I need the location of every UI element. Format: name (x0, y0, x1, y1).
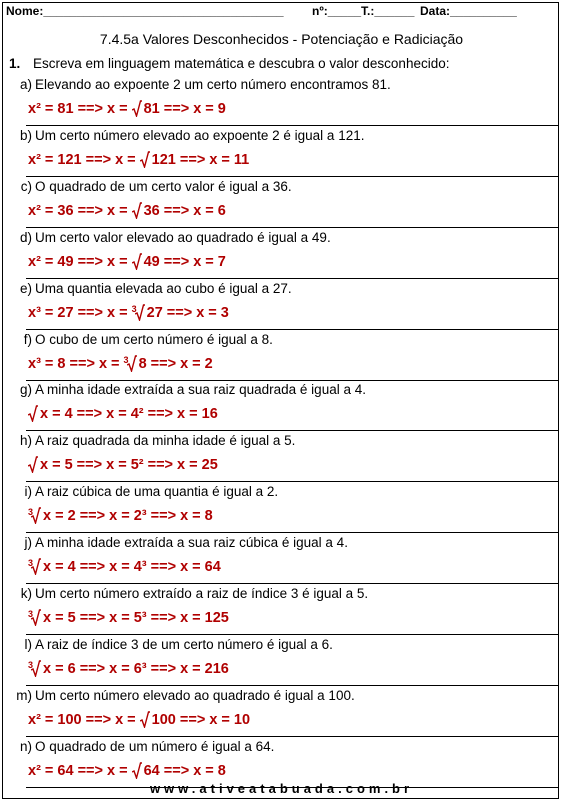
exercise-question-text: A minha idade extraída a sua raiz quadrada é igual a 4. (35, 382, 366, 398)
exercise-item (0, 179, 563, 230)
radical-sign-icon (140, 711, 150, 727)
answer-line (26, 685, 559, 686)
radical-sign-icon (127, 355, 137, 371)
answer-part-1: x³ = 27 ==> x = (28, 304, 132, 321)
exercise-item (0, 281, 563, 332)
exercise-question-text: Um certo número elevado ao expoente 2 é igual a 121. (35, 127, 365, 143)
number-field[interactable]: nº:_____ (312, 4, 362, 18)
exercise-label: h) (19, 433, 32, 449)
exercise-label: b) (19, 127, 32, 143)
exercise-item (0, 535, 563, 586)
exercise-answer (28, 100, 226, 117)
exercise-question-text: A raiz quadrada da minha idade é igual a 5. (35, 433, 296, 449)
answer-line (26, 125, 559, 126)
exercise-question (10, 739, 274, 754)
exercise-question-text: O quadrado de um certo valor é igual a 36. (35, 178, 292, 194)
exercise-question (10, 535, 348, 550)
answer-line (26, 329, 559, 330)
exercise-answer (28, 355, 213, 372)
answer-part-2: 81 ==> x = 9 (143, 101, 226, 117)
root-index: 3 (28, 659, 34, 670)
exercise-answer (28, 762, 226, 779)
exercise-question (10, 484, 278, 499)
answer-part-2: x = 4 ==> x = 4² ==> x = 16 (40, 406, 218, 423)
exercise-question (10, 281, 292, 296)
answer-part-2: x = 5 ==> x = 5² ==> x = 25 (40, 457, 218, 474)
exercise-item (0, 230, 563, 281)
exercise-item (0, 688, 563, 739)
exercise-question-text: Um certo número elevado ao quadrado é igual a 100. (35, 687, 355, 703)
exercise-question-text: O cubo de um certo número é igual a 8. (35, 331, 273, 347)
radical-sign-icon (135, 304, 145, 320)
answer-part-2: x = 5 ==> x = 5³ ==> x = 125 (43, 610, 229, 626)
answer-line (26, 227, 559, 228)
exercise-question-text: Uma quantia elevada ao cubo é igual a 27. (35, 280, 292, 296)
answer-part-1: x² = 121 ==> x = (28, 151, 140, 168)
answer-part-1: x² = 36 ==> x = (28, 202, 132, 219)
exercise-label: n) (19, 738, 32, 754)
answer-part-2: 49 ==> x = 7 (143, 253, 226, 270)
exercise-question (10, 688, 355, 703)
answer-part-2: 36 ==> x = 6 (143, 202, 226, 219)
radical-sign-icon (132, 100, 142, 116)
exercise-question-text: Um certo valor elevado ao quadrado é igual a 49. (35, 229, 331, 245)
answer-part-1: x² = 49 ==> x = (28, 253, 132, 270)
root-index: 3 (28, 609, 34, 619)
answer-line (26, 583, 559, 584)
exercise-answer (28, 711, 250, 728)
answer-part-1: x² = 64 ==> x = (28, 762, 132, 779)
instruction-text: Escreva em linguagem matemática e descubra o valor desconhecido: (33, 56, 450, 71)
answer-part-2: x = 4 ==> x = 4³ ==> x = 64 (43, 559, 221, 576)
radical-sign-icon (31, 609, 41, 625)
exercise-item (0, 484, 563, 535)
exercise-label: g) (19, 382, 32, 398)
answer-part-2: 100 ==> x = 10 (151, 711, 251, 728)
exercise-item (0, 433, 563, 484)
exercise-question (10, 230, 331, 245)
exercise-answer (28, 660, 229, 677)
radical-sign-icon (28, 405, 38, 421)
exercise-label: c) (20, 178, 32, 194)
date-field[interactable]: Data:__________ (420, 4, 517, 18)
root-index: 3 (131, 303, 137, 314)
exercise-label: m) (16, 687, 32, 703)
exercise-answer (28, 151, 249, 168)
exercise-label: i) (24, 484, 32, 500)
exercise-item (0, 128, 563, 179)
answer-part-2: x = 2 ==> x = 2³ ==> x = 8 (43, 508, 213, 525)
exercise-label: k) (20, 586, 32, 601)
answer-line (26, 532, 559, 533)
exercise-question-text: Um certo número extraído a raiz de índice 3 é igual a 5. (35, 586, 369, 601)
exercise-label: a) (19, 77, 32, 92)
radical-sign-icon (28, 456, 38, 472)
root-index: 3 (28, 507, 34, 518)
answer-part-1: x² = 100 ==> x = (28, 711, 140, 728)
exercise-label: d) (19, 229, 32, 245)
answer-line (26, 430, 559, 431)
exercise-answer (28, 507, 213, 524)
exercise-question (10, 433, 295, 448)
answer-line (26, 278, 559, 279)
exercise-question-text: A raiz cúbica de uma quantia é igual a 2. (35, 484, 279, 500)
exercise-question-text: O quadrado de um número é igual a 64. (35, 738, 275, 754)
radical-sign-icon (31, 660, 41, 676)
root-index: 3 (123, 354, 129, 365)
instruction-number: 1. (9, 56, 21, 71)
exercise-label: j) (24, 535, 32, 551)
exercise-question (10, 77, 391, 92)
exercise-answer (28, 456, 218, 473)
answer-line (26, 736, 559, 737)
exercise-question-text: A raiz de índice 3 de um certo número é igual a 6. (35, 636, 333, 652)
exercise-question-text: A minha idade extraída a sua raiz cúbica é igual a 4. (35, 535, 348, 551)
exercise-question (10, 637, 333, 652)
exercise-question-text: Elevando ao expoente 2 um certo número encontramos 81. (35, 77, 391, 92)
exercise-question (10, 332, 273, 347)
exercise-item (0, 77, 563, 128)
answer-part-1: x² = 81 ==> x = (28, 101, 132, 117)
exercise-question (10, 128, 364, 143)
root-index: 3 (28, 558, 34, 569)
radical-sign-icon (132, 253, 142, 269)
worksheet-title: 7.4.5a Valores Desconhecidos - Potenciação e Radiciação (99, 31, 464, 47)
radical-sign-icon (140, 151, 150, 167)
exercise-label: l) (24, 636, 32, 652)
answer-line (26, 380, 559, 381)
exercise-answer (28, 202, 226, 219)
exercise-question (10, 586, 368, 601)
class-field[interactable]: T.:______ (361, 4, 415, 18)
exercise-label: e) (19, 280, 32, 296)
answer-part-2: 8 ==> x = 2 (138, 355, 213, 372)
radical-sign-icon (31, 507, 41, 523)
radical-sign-icon (132, 202, 142, 218)
exercise-label: f) (23, 331, 32, 347)
radical-sign-icon (31, 558, 41, 574)
footer-website: www.ativeatabuada.com.br (149, 781, 414, 796)
answer-part-1: x³ = 8 ==> x = (28, 355, 124, 372)
exercise-question (10, 382, 366, 397)
answer-part-2: x = 6 ==> x = 6³ ==> x = 216 (43, 660, 229, 677)
exercise-item (0, 332, 563, 383)
exercise-item (0, 382, 563, 433)
answer-line (26, 481, 559, 482)
answer-part-2: 121 ==> x = 11 (151, 151, 250, 168)
exercise-item (0, 637, 563, 688)
exercise-item (0, 586, 563, 637)
exercise-answer (28, 405, 218, 422)
exercise-answer (28, 253, 226, 270)
exercise-answer (28, 609, 229, 626)
answer-line (26, 634, 559, 635)
exercise-answer (28, 304, 229, 321)
exercise-question (10, 179, 292, 194)
exercise-answer (28, 558, 221, 575)
answer-part-2: 64 ==> x = 8 (143, 762, 226, 779)
answer-part-2: 27 ==> x = 3 (146, 304, 229, 321)
radical-sign-icon (132, 762, 142, 778)
name-field[interactable]: Nome:____________________________________ (6, 4, 284, 18)
answer-line (26, 176, 559, 177)
